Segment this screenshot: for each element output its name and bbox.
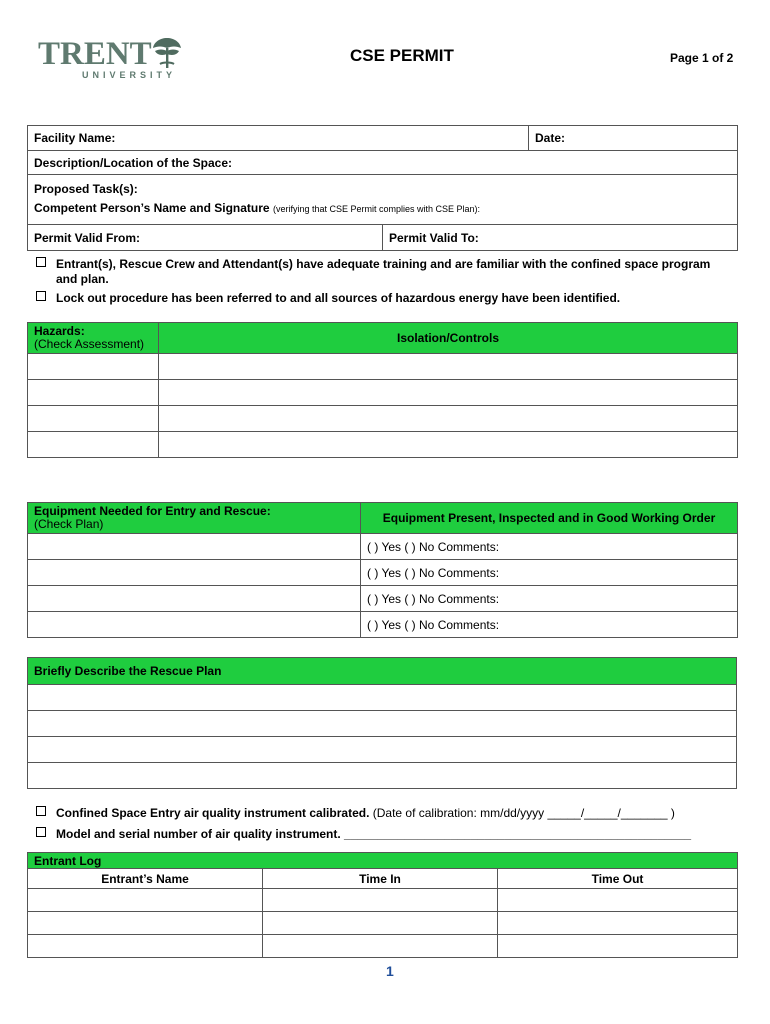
hazard-cell[interactable] (28, 432, 159, 458)
serial-check-item[interactable] (36, 827, 756, 841)
serial-text: Model and serial number of air quality instrument. ____________________________________________________ (56, 827, 692, 841)
equipment-present-header: Equipment Present, Inspected and in Good Working Order (361, 503, 738, 534)
equipment-cell[interactable] (28, 586, 361, 612)
column-entrant-name: Entrant’s Name (28, 869, 263, 889)
lockout-check-item[interactable] (36, 291, 751, 305)
equipment-status-cell[interactable]: ( ) Yes ( ) No Comments: (361, 612, 738, 638)
column-time-out: Time Out (498, 869, 738, 889)
calibration-text: Confined Space Entry air quality instrument calibrated. (56, 806, 370, 820)
hazards-table (27, 322, 738, 458)
time-in-cell[interactable] (263, 889, 498, 912)
valid-to-field[interactable]: Permit Valid To: (383, 225, 738, 251)
entrant-name-cell[interactable] (28, 935, 263, 958)
entrant-log-table (27, 852, 738, 958)
rescue-plan-table (27, 657, 737, 789)
calibration-check-item[interactable] (36, 806, 756, 820)
logo-text: TRENT (38, 36, 152, 72)
page-number: 1 (386, 963, 394, 979)
control-cell[interactable] (159, 406, 738, 432)
description-field[interactable]: Description/Location of the Space: (28, 151, 738, 175)
equipment-table (27, 502, 738, 638)
training-check-item[interactable] (36, 257, 751, 287)
equipment-status-cell[interactable]: ( ) Yes ( ) No Comments: (361, 534, 738, 560)
facility-name-field[interactable]: Facility Name: (28, 126, 529, 151)
hazard-cell[interactable] (28, 380, 159, 406)
training-text-cont: and plan. (56, 272, 109, 286)
competent-person-label: Competent Person’s Name and Signature (verifying that CSE Permit complies with CSE Plan): (34, 201, 481, 215)
hazards-header: Hazards: (Check Assessment) (28, 323, 159, 354)
entrant-log-title: Entrant Log (28, 853, 738, 869)
training-text: Entrant(s), Rescue Crew and Attendant(s) have adequate training and are familiar with the confined space program (56, 257, 711, 271)
hazard-cell[interactable] (28, 354, 159, 380)
lockout-checkbox[interactable] (36, 291, 46, 301)
equipment-cell[interactable] (28, 534, 361, 560)
column-time-in: Time In (263, 869, 498, 889)
lockout-text: Lock out procedure has been referred to and all sources of hazardous energy have been identified. (56, 291, 621, 305)
serial-checkbox[interactable] (36, 827, 46, 837)
university-logo (38, 36, 188, 86)
tasks-field[interactable] (28, 175, 738, 225)
page-label: Page 1 of 2 (670, 51, 734, 65)
date-field[interactable]: Date: (529, 126, 738, 151)
rescue-plan-line[interactable] (28, 763, 737, 789)
entrant-name-cell[interactable] (28, 889, 263, 912)
time-out-cell[interactable] (498, 889, 738, 912)
proposed-tasks-label: Proposed Task(s): (34, 182, 138, 196)
control-cell[interactable] (159, 380, 738, 406)
equipment-status-cell[interactable]: ( ) Yes ( ) No Comments: (361, 560, 738, 586)
calibration-note: (Date of calibration: mm/dd/yyyy _____/_____/_______ ) (369, 806, 675, 820)
hazard-cell[interactable] (28, 406, 159, 432)
rescue-plan-line[interactable] (28, 737, 737, 763)
calibration-checkbox[interactable] (36, 806, 46, 816)
control-cell[interactable] (159, 354, 738, 380)
tree-emblem-icon (150, 36, 184, 70)
equipment-header: Equipment Needed for Entry and Rescue: (Check Plan) (28, 503, 361, 534)
entrant-name-cell[interactable] (28, 912, 263, 935)
equipment-status-cell[interactable]: ( ) Yes ( ) No Comments: (361, 586, 738, 612)
control-cell[interactable] (159, 432, 738, 458)
training-checkbox[interactable] (36, 257, 46, 267)
rescue-plan-header: Briefly Describe the Rescue Plan (28, 658, 737, 685)
time-out-cell[interactable] (498, 912, 738, 935)
valid-from-field[interactable]: Permit Valid From: (28, 225, 383, 251)
time-in-cell[interactable] (263, 935, 498, 958)
facility-info-table (27, 125, 738, 251)
time-out-cell[interactable] (498, 935, 738, 958)
equipment-cell[interactable] (28, 560, 361, 586)
page-title: CSE PERMIT (350, 46, 454, 65)
equipment-cell[interactable] (28, 612, 361, 638)
time-in-cell[interactable] (263, 912, 498, 935)
rescue-plan-line[interactable] (28, 685, 737, 711)
rescue-plan-line[interactable] (28, 711, 737, 737)
controls-header: Isolation/Controls (159, 323, 738, 354)
logo-sub-text: UNIVERSITY (82, 70, 177, 80)
